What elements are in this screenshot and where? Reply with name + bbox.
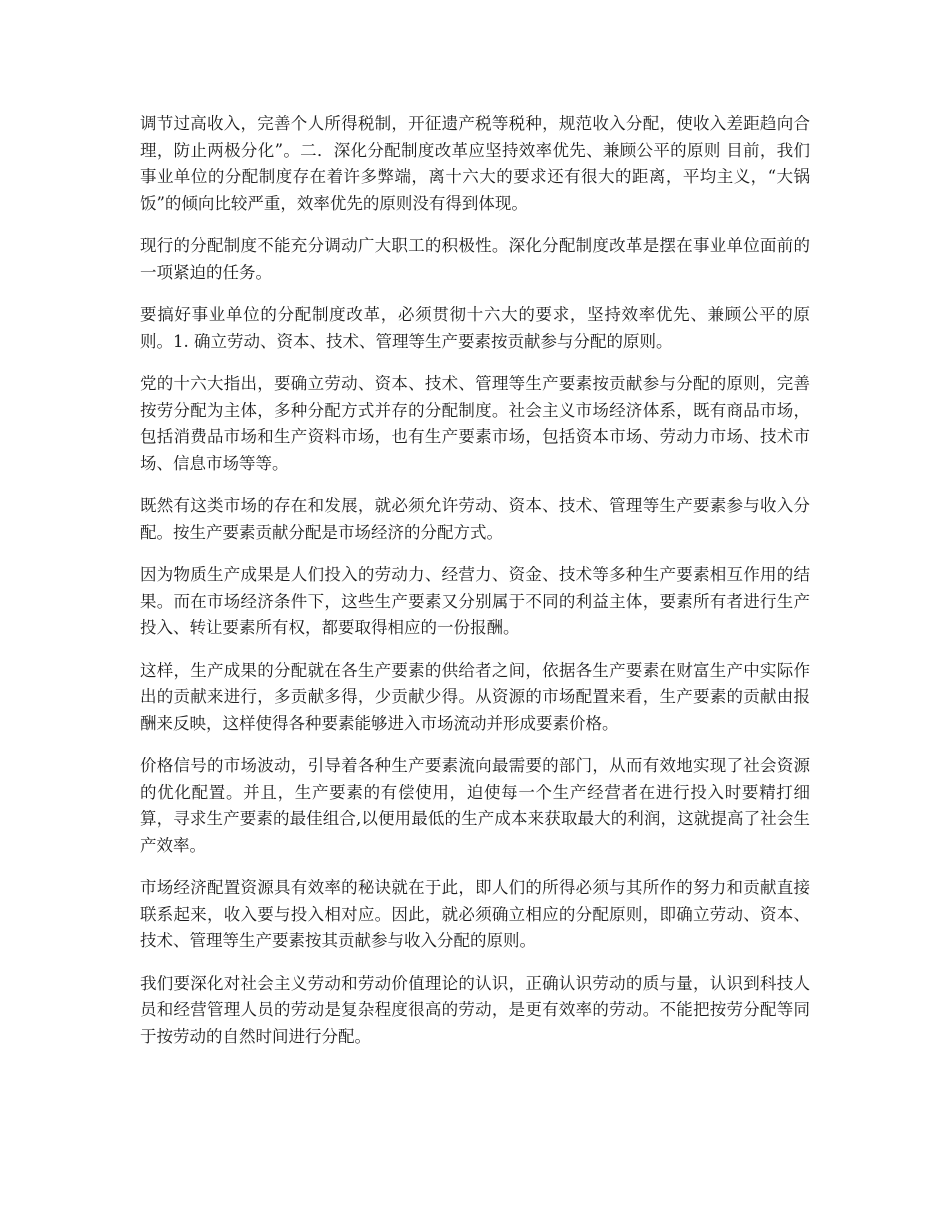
paragraph: 调节过高收入，完善个人所得税制，开征遗产税等税种，规范收入分配，使收入差距趋向合理，防止两极分化”。二．深化分配制度改革应坚持效率优先、兼顾公平的原则 目前，我们事业单位的分配制度存在着许多弊端，离十六大的要求还有很大的距离，平均主义，“大锅饭”的倾向比较严重，效率优先的原则没有得到体现。 xyxy=(140,114,810,213)
paragraph: 要搞好事业单位的分配制度改革，必须贯彻十六大的要求，坚持效率优先、兼顾公平的原则。1. 确立劳动、资本、技术、管理等生产要素按贡献参与分配的原则。 xyxy=(140,305,810,351)
paragraph: 我们要深化对社会主义劳动和劳动价值理论的认识，正确认识劳动的质与量，认识到科技人员和经营管理人员的劳动是复杂程度很高的劳动，是更有效率的劳动。不能把按劳分配等同于按劳动的自然时间进行分配。 xyxy=(140,973,810,1046)
paragraph: 价格信号的市场波动，引导着各种生产要素流向最需要的部门，从而有效地实现了社会资源的优化配置。并且，生产要素的有偿使用，迫使每一个生产经营者在进行投入时要精打细算，寻求生产要素的最佳组合,以便用最低的生产成本来获取最大的利润，这就提高了社会生产效率。 xyxy=(140,756,810,855)
paragraph: 这样，生产成果的分配就在各生产要素的供给者之间，依据各生产要素在财富生产中实际作出的贡献来进行，多贡献多得，少贡献少得。从资源的市场配置来看，生产要素的贡献由报酬来反映，这样使得各种要素能够进入市场流动并形成要素价格。 xyxy=(140,660,810,733)
paragraph: 既然有这类市场的存在和发展，就必须允许劳动、资本、技术、管理等生产要素参与收入分配。按生产要素贡献分配是市场经济的分配方式。 xyxy=(140,496,810,542)
paragraph: 因为物质生产成果是人们投入的劳动力、经营力、资金、技术等多种生产要素相互作用的结果。而在市场经济条件下，这些生产要素又分别属于不同的利益主体，要素所有者进行生产投入、转让要素所有权，都要取得相应的一份报酬。 xyxy=(140,565,810,637)
document-body xyxy=(140,111,810,1066)
paragraph: 现行的分配制度不能充分调动广大职工的积极性。深化分配制度改革是摆在事业单位面前的一项紧迫的任务。 xyxy=(140,236,810,282)
paragraph: 市场经济配置资源具有效率的秘诀就在于此，即人们的所得必须与其所作的努力和贡献直接联系起来，收入要与投入相对应。因此，就必须确立相应的分配原则，即确立劳动、资本、技术、管理等生产要素按其贡献参与收入分配的原则。 xyxy=(140,878,810,950)
paragraph: 党的十六大指出，要确立劳动、资本、技术、管理等生产要素按贡献参与分配的原则，完善按劳分配为主体，多种分配方式并存的分配制度。社会主义市场经济体系，既有商品市场，包括消费品市场和生产资料市场，也有生产要素市场，包括资本市场、劳动力市场、技术市场、信息市场等等。 xyxy=(140,374,810,473)
